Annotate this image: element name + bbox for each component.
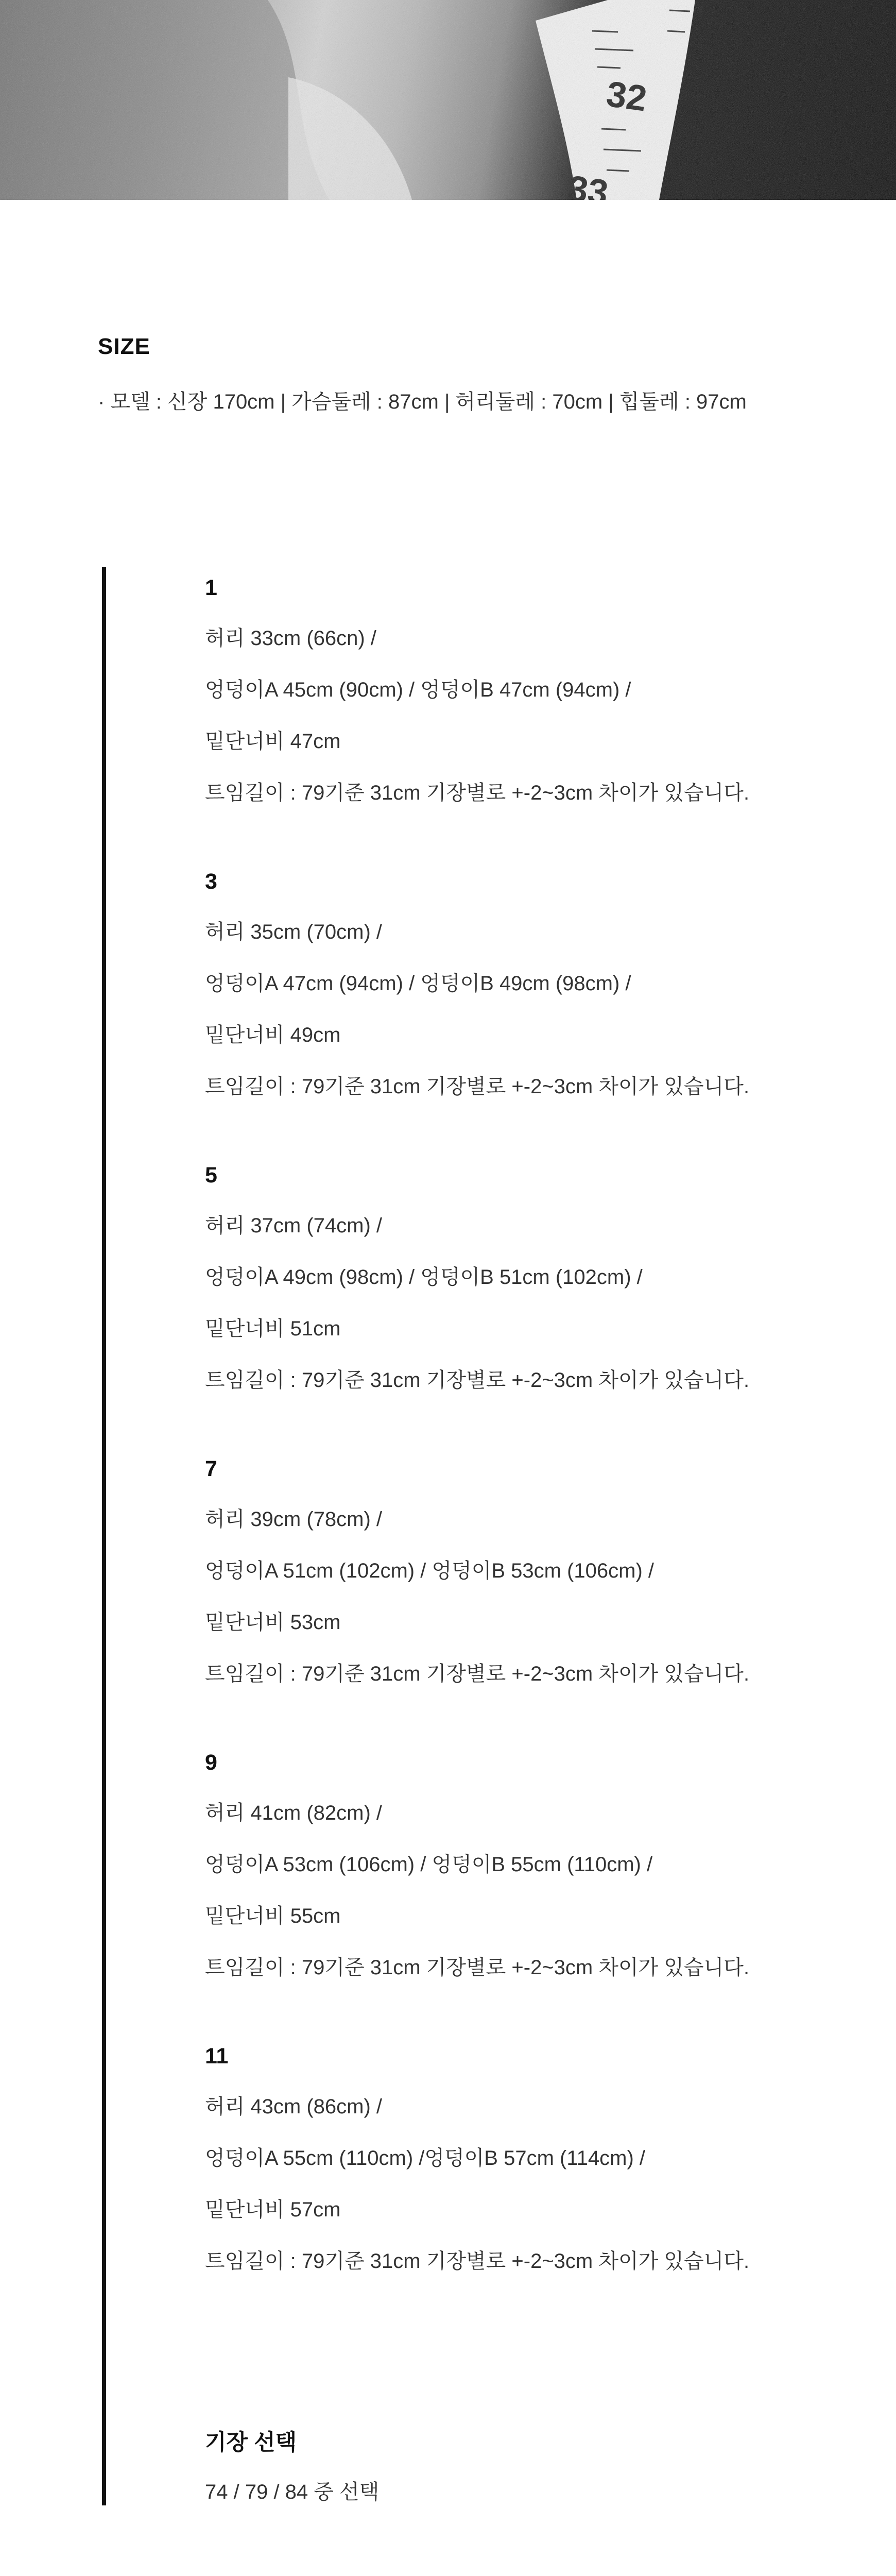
size-label: 5 xyxy=(205,1163,217,1188)
waist-line: 허리 39cm (78cm) / xyxy=(205,1508,382,1531)
hem-width-line: 밑단너비 47cm xyxy=(205,730,341,753)
waist-line: 허리 37cm (74cm) / xyxy=(205,1214,382,1237)
length-select-title: 기장 선택 xyxy=(205,2430,297,2455)
hip-line: 엉덩이A 53cm (106cm) / 엉덩이B 55cm (110cm) / xyxy=(205,1853,653,1876)
hip-line: 엉덩이A 49cm (98cm) / 엉덩이B 51cm (102cm) / xyxy=(205,1266,643,1289)
length-select-section xyxy=(205,2429,379,2505)
size-entry xyxy=(205,2043,823,2275)
product-photo xyxy=(0,0,896,200)
waist-line: 허리 35cm (70cm) / xyxy=(205,921,382,943)
size-entry xyxy=(205,1455,823,1687)
size-label: 9 xyxy=(205,1750,217,1775)
slit-length-line: 트임길이 : 79기준 31cm 기장별로 +-2~3cm 차이가 있습니다. xyxy=(205,1369,750,1392)
hem-width-line: 밑단너비 55cm xyxy=(205,1905,341,1927)
size-entry xyxy=(205,1162,823,1394)
hip-line: 엉덩이A 51cm (102cm) / 엉덩이B 53cm (106cm) / xyxy=(205,1560,654,1582)
slit-length-line: 트임길이 : 79기준 31cm 기장별로 +-2~3cm 차이가 있습니다. xyxy=(205,1663,750,1685)
hip-line: 엉덩이A 47cm (94cm) / 엉덩이B 49cm (98cm) / xyxy=(205,972,631,995)
waist-line: 허리 41cm (82cm) / xyxy=(205,1802,382,1824)
slit-length-line: 트임길이 : 79기준 31cm 기장별로 +-2~3cm 차이가 있습니다. xyxy=(205,782,750,804)
size-label: 7 xyxy=(205,1456,217,1481)
slit-length-line: 트임길이 : 79기준 31cm 기장별로 +-2~3cm 차이가 있습니다. xyxy=(205,2250,750,2273)
hem-width-line: 밑단너비 49cm xyxy=(205,1024,341,1046)
size-entry xyxy=(205,1749,823,1981)
size-entries xyxy=(205,574,823,2336)
tape-measure-icon xyxy=(0,0,896,200)
size-label: 1 xyxy=(205,575,217,600)
hem-width-line: 밑단너비 51cm xyxy=(205,1317,341,1340)
size-label: 11 xyxy=(205,2044,229,2069)
hip-line: 엉덩이A 55cm (110cm) /엉덩이B 57cm (114cm) / xyxy=(205,2147,645,2170)
size-entry xyxy=(205,868,823,1100)
length-options: 74 / 79 / 84 중 선택 xyxy=(205,2481,380,2503)
section-divider-bar xyxy=(102,567,106,2505)
size-entry xyxy=(205,574,823,806)
hem-width-line: 밑단너비 53cm xyxy=(205,1611,341,1634)
waist-line: 허리 43cm (86cm) / xyxy=(205,2095,382,2118)
size-heading: SIZE xyxy=(98,334,150,359)
waist-line: 허리 33cm (66cn) / xyxy=(205,627,376,650)
hem-width-line: 밑단너비 57cm xyxy=(205,2198,341,2221)
model-measurements: · 모델 : 신장 170cm | 가슴둘레 : 87cm | 허리둘레 : 70cm | 힙둘레 : 97cm xyxy=(98,391,747,413)
slit-length-line: 트임길이 : 79기준 31cm 기장별로 +-2~3cm 차이가 있습니다. xyxy=(205,1075,750,1098)
hip-line: 엉덩이A 45cm (90cm) / 엉덩이B 47cm (94cm) / xyxy=(205,679,631,701)
slit-length-line: 트임길이 : 79기준 31cm 기장별로 +-2~3cm 차이가 있습니다. xyxy=(205,1956,750,1979)
size-label: 3 xyxy=(205,869,217,894)
